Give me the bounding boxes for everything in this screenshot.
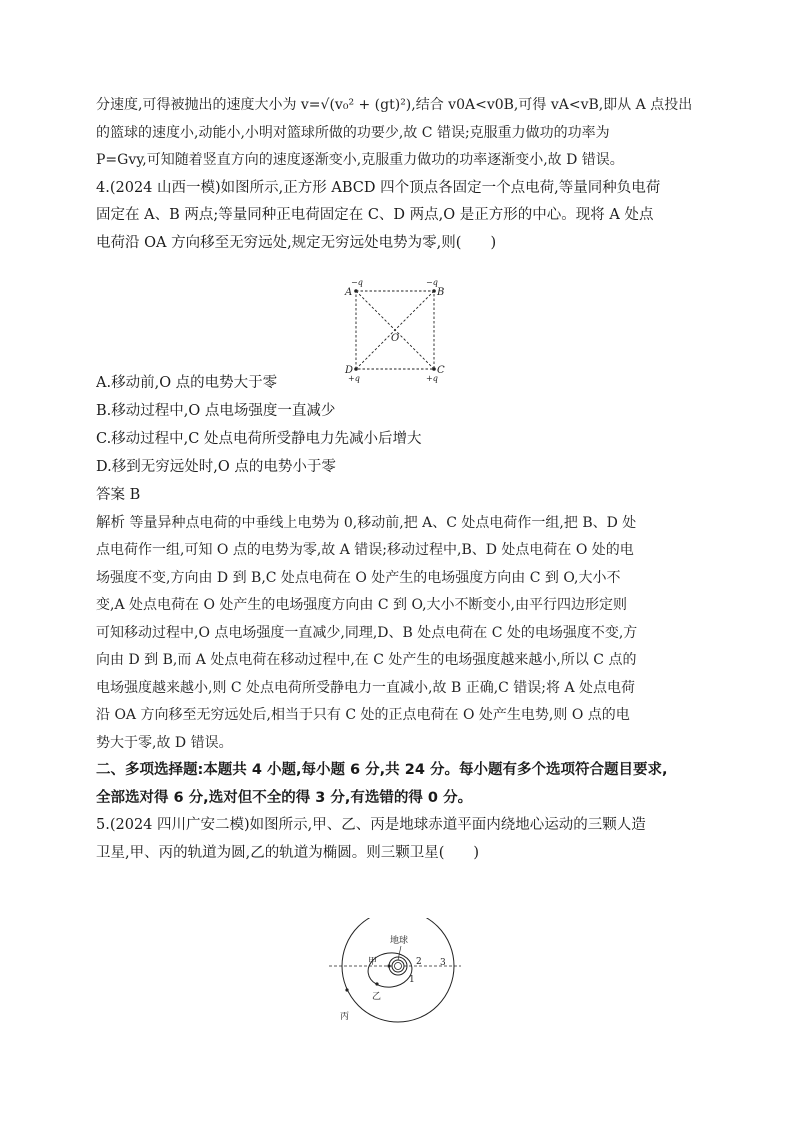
previous-analysis <box>96 92 702 175</box>
option-d[interactable]: D.移到无穷远处时,O 点的电势小于零 <box>96 459 336 475</box>
question-stem-line: 电荷沿 OA 方向移至无穷远处,规定无穷远处电势为零,则( ) <box>96 234 497 251</box>
earth <box>392 960 404 972</box>
satellite-bing <box>345 988 348 991</box>
analysis-line: P=Gvy,可知随着竖直方向的速度逐渐变小,克服重力做功的功率逐渐变小,故 D 错误。 <box>96 152 624 168</box>
charge-a <box>354 289 358 293</box>
analysis-line: 的篮球的速度小,动能小,小明对篮球所做的功要少,故 C 错误;克服重力做功的功率为 <box>96 124 610 141</box>
question-stem-line: 5.(2024 四川广安二模)如图所示,甲、乙、丙是地球赤道平面内绕地心运动的三颗人造 <box>96 817 646 833</box>
analysis-line: 可知移动过程中,O 点电场强度一直减少,同理,D、B 处点电荷在 C 处的电场强度不变,方 <box>96 624 638 641</box>
answer-label: 答案 <box>96 487 125 503</box>
analysis-line <box>96 510 702 538</box>
analysis-line: 分速度,可得被抛出的速度大小为 v=√(v₀² + (gt)²),结合 v0A<v0B,可得 vA<vB,即从 A 点投出 <box>96 97 693 113</box>
label-jia: 甲 <box>368 957 378 967</box>
analysis-line: 点电荷作一组,可知 O 点的电势为零,故 A 错误;移动过程中,B、D 处点电荷在 O 处的电 <box>96 542 634 558</box>
charge-c <box>432 367 436 371</box>
label-d: D <box>345 365 354 376</box>
question-stem-line: 卫星,甲、丙的轨道为圆,乙的轨道为椭圆。则三颗卫星( ) <box>96 844 480 861</box>
satellite-yi <box>375 982 378 985</box>
charge-label-a: −q <box>351 278 363 287</box>
section-2-header <box>96 757 702 812</box>
analysis-line: 势大于零,故 D 错误。 <box>96 734 233 751</box>
analysis-text: 等量异种点电荷的中垂线上电势为 0,移动前,把 A、C 处点电荷作一组,把 B、D 处 <box>129 514 637 531</box>
label-a: A <box>345 287 353 298</box>
label-3: 3 <box>440 958 446 968</box>
label-1: 1 <box>409 975 415 985</box>
satellite-orbits-figure <box>325 918 465 1030</box>
answer-row <box>96 482 702 510</box>
square-charges-figure <box>340 275 450 385</box>
question-stem-line: 4.(2024 山西一模)如图所示,正方形 ABCD 四个顶点各固定一个点电荷,等量同种负电荷 <box>96 179 661 196</box>
label-earth: 地球 <box>390 936 409 946</box>
satellite-jia <box>387 964 390 967</box>
analysis-block <box>96 510 702 758</box>
analysis-line: 电场强度越来越小,则 C 处点电荷所受静电力一直减小,故 B 正确,C 错误;将 A 处点电荷 <box>96 679 636 696</box>
analysis-label: 解析 <box>96 514 125 531</box>
label-b: B <box>437 287 445 298</box>
diagonal-bd <box>356 291 434 369</box>
option-c[interactable]: C.移动过程中,C 处点电荷所受静电力先减小后增大 <box>96 431 422 447</box>
answer-value: B <box>129 487 141 503</box>
charge-label-b: −q <box>426 278 438 287</box>
label-c: C <box>437 365 445 376</box>
label-bing: 丙 <box>340 1012 350 1022</box>
page-content <box>96 92 702 867</box>
label-yi: 乙 <box>372 992 382 1002</box>
analysis-line: 向由 D 到 B,而 A 处点电荷在移动过程中,在 C 处产生的电场强度越来越小,所以 C 点的 <box>96 652 637 668</box>
option-b[interactable]: B.移动过程中,O 点电场强度一直减少 <box>96 403 336 419</box>
label-o: O <box>391 333 400 344</box>
earth-leader <box>398 946 401 960</box>
charge-label-c: +q <box>426 374 438 383</box>
charge-label-d: +q <box>348 374 360 383</box>
label-2: 2 <box>416 957 422 967</box>
question-5 <box>96 812 702 867</box>
section-line: 全部选对得 6 分,选对但不全的得 3 分,有选错的得 0 分。 <box>96 789 473 806</box>
option-a[interactable]: A.移动前,O 点的电势大于零 <box>96 375 278 391</box>
analysis-line: 变,A 处点电荷在 O 处产生的电场强度方向由 C 到 O,大小不断变小,由平行四边形定则 <box>96 597 628 613</box>
charge-d <box>354 367 358 371</box>
analysis-line: 沿 OA 方向移至无穷远处后,相当于只有 C 处的正点电荷在 O 处产生电势,则 O 点的电 <box>96 707 630 723</box>
charge-b <box>432 289 436 293</box>
question-4 <box>96 175 702 758</box>
question-stem-line: 固定在 A、B 两点;等量同种正电荷固定在 C、D 两点,O 是正方形的中心。现将 A 处点 <box>96 207 654 223</box>
analysis-line: 场强度不变,方向由 D 到 B,C 处点电荷在 O 处产生的电场强度方向由 C 到 O,大小不 <box>96 569 621 586</box>
section-line: 二、多项选择题:本题共 4 小题,每小题 6 分,共 24 分。每小题有多个选项符合题目要求, <box>96 762 668 778</box>
